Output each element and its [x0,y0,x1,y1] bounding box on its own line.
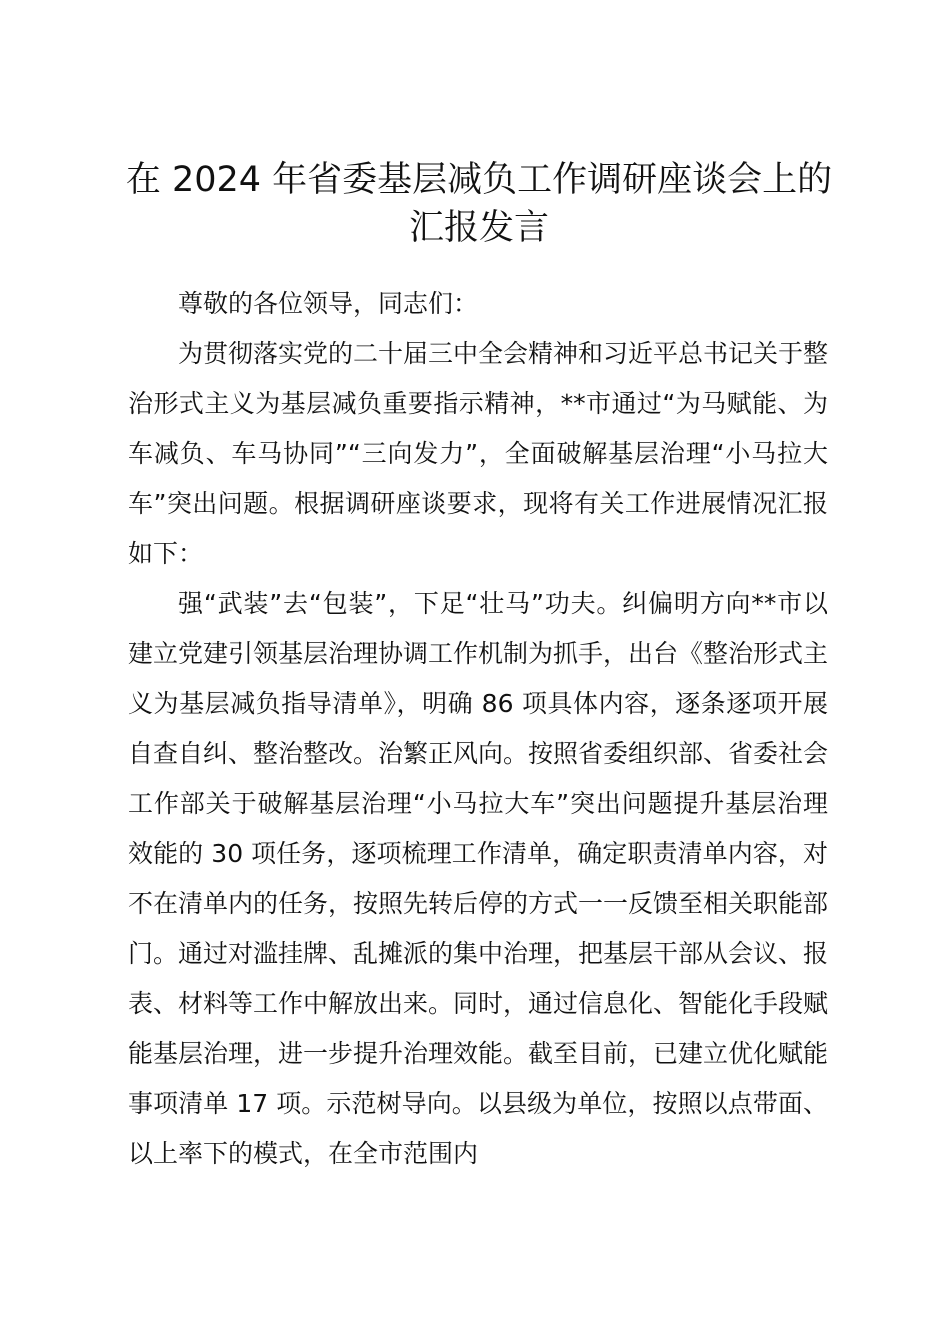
body-paragraph: 强“武装”去“包装”，下足“壮马”功夫。纠偏明方向**市以建立党建引领基层治理协调工作机制为抓手，出台《整治形式主义为基层减负指导清单》，明确 86 项具体内容，逐条逐项开展自查自纠、整治整改。治繁正风向。按照省委组织部、省委社会工作部关于破解基层治理“小马拉大车”突出问题提升基层治理效能的 30 项任务，逐项梳理工作清单，确定职责清单内容，对不在清单内的任务，按照先转后停的方式一一反馈至相关职能部门。通过对滥挂牌、乱摊派的集中治理，把基层干部从会议、报表、材料等工作中解放出来。同时，通过信息化、智能化手段赋能基层治理，进一步提升治理效能。截至目前，已建立优化赋能事项清单 17 项。示范树导向。以县级为单位，按照以点带面、以上率下的模式，在全市范围内 [128,589,829,1168]
body-paragraph: 为贯彻落实党的二十届三中全会精神和习近平总书记关于整治形式主义为基层减负重要指示精神，**市通过“为马赋能、为车减负、车马协同”“三向发力”，全面破解基层治理“小马拉大车”突出问题。根据调研座谈要求，现将有关工作进展情况汇报如下： [128,339,829,568]
salutation: 尊敬的各位领导，同志们： [178,289,479,318]
document-body [128,279,828,1179]
document-title: 在 2024 年省委基层减负工作调研座谈会上的汇报发言 [125,160,833,248]
